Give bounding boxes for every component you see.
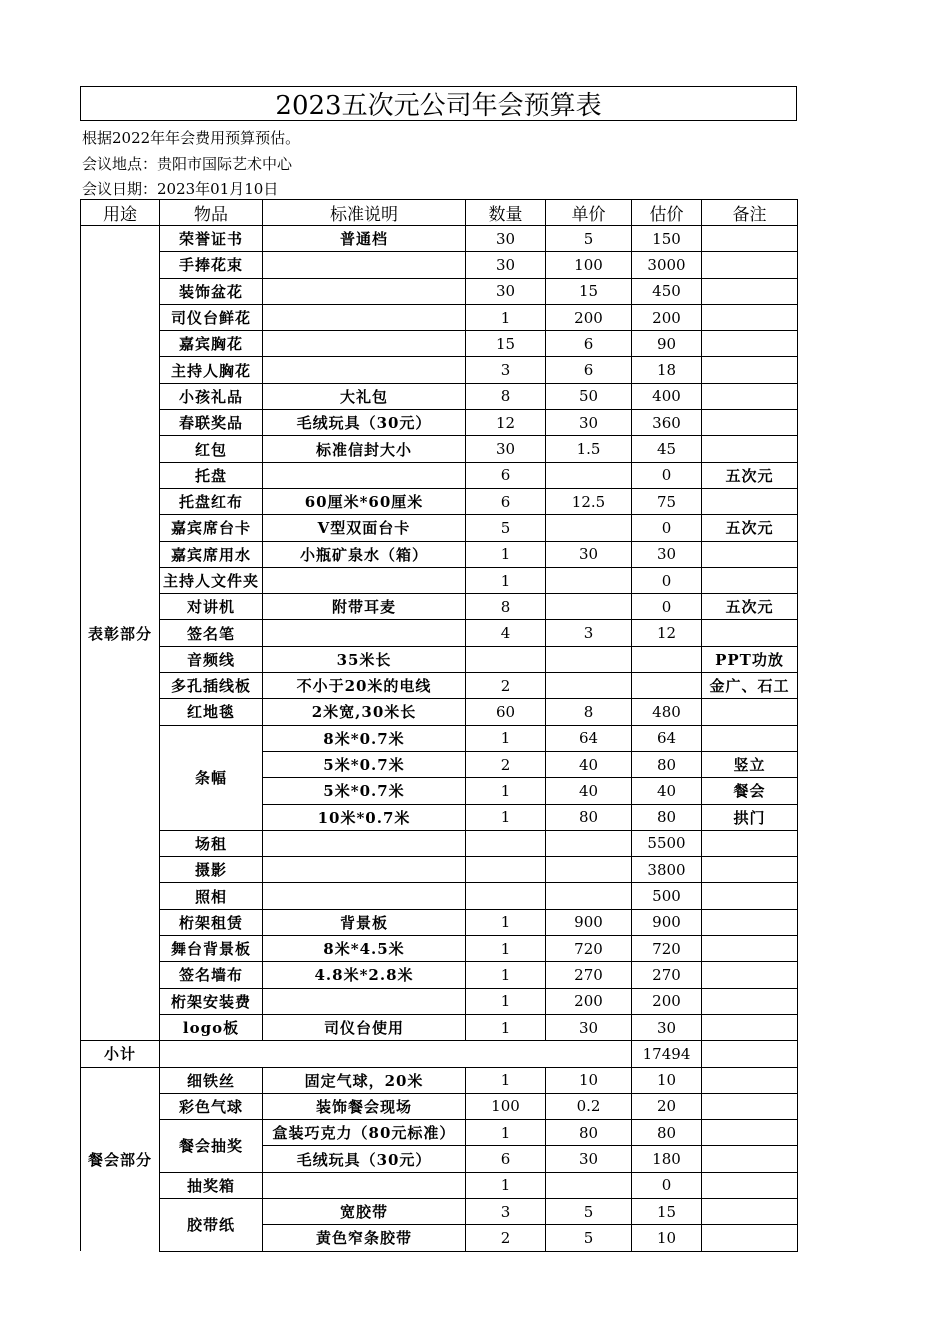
table-row [81, 515, 798, 541]
unit-price-cell: 900 [546, 909, 632, 935]
spec-cell: 标准信封大小 [263, 436, 466, 462]
unit-price-cell: 270 [546, 962, 632, 988]
quantity-cell [466, 857, 546, 883]
estimate-cell: 0 [632, 1172, 702, 1198]
section-usage-cell: 餐会部分 [81, 1067, 160, 1251]
budget-table [80, 199, 798, 1252]
table-row [81, 410, 798, 436]
spec-cell [263, 462, 466, 488]
spec-cell: 宽胶带 [263, 1198, 466, 1224]
spec-cell: 大礼包 [263, 383, 466, 409]
item-cell: 摄影 [160, 857, 263, 883]
quantity-cell: 60 [466, 699, 546, 725]
estimate-cell: 10 [632, 1225, 702, 1251]
spec-cell: 毛绒玩具（30元） [263, 410, 466, 436]
page-title: 2023五次元公司年会预算表 [80, 86, 797, 121]
estimate-cell: 20 [632, 1093, 702, 1119]
estimate-cell: 270 [632, 962, 702, 988]
estimate-cell: 80 [632, 751, 702, 777]
table-row [81, 1014, 798, 1040]
item-cell: 托盘红布 [160, 488, 263, 514]
table-row [81, 620, 798, 646]
item-cell: 签名墙布 [160, 962, 263, 988]
quantity-cell: 1 [466, 778, 546, 804]
unit-price-cell [546, 594, 632, 620]
header-spec: 标准说明 [263, 200, 466, 226]
item-cell: 多孔插线板 [160, 673, 263, 699]
table-row [81, 304, 798, 330]
item-cell: 手捧花束 [160, 252, 263, 278]
spec-cell [263, 252, 466, 278]
unit-price-cell [546, 646, 632, 672]
item-cell: 小孩礼品 [160, 383, 263, 409]
unit-price-cell: 30 [546, 410, 632, 436]
estimate-cell: 200 [632, 304, 702, 330]
spec-cell [263, 278, 466, 304]
estimate-cell [632, 673, 702, 699]
item-cell: 主持人胸花 [160, 357, 263, 383]
item-cell: 餐会抽奖 [160, 1120, 263, 1173]
table-row [81, 1067, 798, 1093]
unit-price-cell: 8 [546, 699, 632, 725]
estimate-cell: 80 [632, 804, 702, 830]
quantity-cell: 3 [466, 357, 546, 383]
unit-price-cell: 80 [546, 804, 632, 830]
item-cell: 托盘 [160, 462, 263, 488]
quantity-cell: 6 [466, 462, 546, 488]
spec-cell: 60厘米*60厘米 [263, 488, 466, 514]
item-cell: 嘉宾席台卡 [160, 515, 263, 541]
item-cell: 桁架租赁 [160, 909, 263, 935]
spec-cell [263, 331, 466, 357]
table-body [81, 226, 798, 1252]
item-cell: 春联奖品 [160, 410, 263, 436]
spec-cell: 盒装巧克力（80元标准） [263, 1120, 466, 1146]
table-row [81, 331, 798, 357]
table-row [81, 909, 798, 935]
remark-cell [702, 1172, 798, 1198]
table-row [81, 436, 798, 462]
item-cell: 嘉宾胸花 [160, 331, 263, 357]
meeting-date: 会议日期：2023年01月10日 [82, 180, 279, 198]
item-cell: 场租 [160, 830, 263, 856]
estimate-cell: 75 [632, 488, 702, 514]
quantity-cell: 100 [466, 1093, 546, 1119]
table-row [81, 541, 798, 567]
subtotal-row [81, 1041, 798, 1067]
unit-price-cell [546, 857, 632, 883]
spec-cell [263, 857, 466, 883]
quantity-cell [466, 646, 546, 672]
quantity-cell [466, 830, 546, 856]
remark-cell: 五次元 [702, 515, 798, 541]
spec-cell [263, 567, 466, 593]
unit-price-cell: 5 [546, 1225, 632, 1251]
header-estimate: 估价 [632, 200, 702, 226]
quantity-cell: 1 [466, 936, 546, 962]
item-cell: 对讲机 [160, 594, 263, 620]
unit-price-cell: 12.5 [546, 488, 632, 514]
unit-price-cell [546, 515, 632, 541]
remark-cell [702, 830, 798, 856]
estimate-cell: 500 [632, 883, 702, 909]
quantity-cell: 30 [466, 226, 546, 252]
remark-cell [702, 541, 798, 567]
table-row [81, 725, 798, 751]
subtotal-blank [160, 1041, 632, 1067]
unit-price-cell: 100 [546, 252, 632, 278]
unit-price-cell: 5 [546, 1198, 632, 1224]
unit-price-cell: 3 [546, 620, 632, 646]
item-cell: 荣誉证书 [160, 226, 263, 252]
quantity-cell: 8 [466, 383, 546, 409]
table-row [81, 988, 798, 1014]
estimate-cell: 90 [632, 331, 702, 357]
remark-cell [702, 936, 798, 962]
remark-cell: PPT功放 [702, 646, 798, 672]
remark-cell [702, 1146, 798, 1172]
spec-cell: 不小于20米的电线 [263, 673, 466, 699]
remark-cell [702, 331, 798, 357]
quantity-cell: 1 [466, 1014, 546, 1040]
spec-cell: 8米*4.5米 [263, 936, 466, 962]
remark-cell [702, 857, 798, 883]
spec-cell: 附带耳麦 [263, 594, 466, 620]
remark-cell [702, 252, 798, 278]
unit-price-cell [546, 830, 632, 856]
quantity-cell: 1 [466, 1067, 546, 1093]
unit-price-cell: 1.5 [546, 436, 632, 462]
remark-cell [702, 1014, 798, 1040]
remark-cell: 餐会 [702, 778, 798, 804]
table-row [81, 226, 798, 252]
remark-cell [702, 567, 798, 593]
remark-cell: 五次元 [702, 462, 798, 488]
remark-cell [702, 988, 798, 1014]
spec-cell: 2米宽,30米长 [263, 699, 466, 725]
remark-cell: 拱门 [702, 804, 798, 830]
meeting-location: 会议地点：贵阳市国际艺术中心 [82, 155, 293, 173]
unit-price-cell [546, 462, 632, 488]
item-cell: 照相 [160, 883, 263, 909]
unit-price-cell: 40 [546, 778, 632, 804]
quantity-cell: 1 [466, 804, 546, 830]
unit-price-cell: 720 [546, 936, 632, 962]
item-cell: 胶带纸 [160, 1198, 263, 1251]
remark-cell [702, 1198, 798, 1224]
remark-cell [702, 488, 798, 514]
unit-price-cell [546, 567, 632, 593]
estimate-cell: 450 [632, 278, 702, 304]
table-row [81, 462, 798, 488]
remark-cell [702, 383, 798, 409]
quantity-cell: 12 [466, 410, 546, 436]
unit-price-cell: 200 [546, 988, 632, 1014]
quantity-cell: 8 [466, 594, 546, 620]
estimate-cell: 80 [632, 1120, 702, 1146]
table-header-row [81, 200, 798, 226]
item-cell: 红地毯 [160, 699, 263, 725]
estimate-cell: 18 [632, 357, 702, 383]
estimate-cell: 3800 [632, 857, 702, 883]
remark-cell [702, 357, 798, 383]
estimate-cell: 720 [632, 936, 702, 962]
table-row [81, 1120, 798, 1146]
spec-cell [263, 1172, 466, 1198]
item-cell: 装饰盆花 [160, 278, 263, 304]
spec-cell: V型双面台卡 [263, 515, 466, 541]
table-row [81, 1172, 798, 1198]
estimate-cell: 360 [632, 410, 702, 436]
table-row [81, 936, 798, 962]
quantity-cell: 1 [466, 541, 546, 567]
remark-cell [702, 699, 798, 725]
estimate-cell: 3000 [632, 252, 702, 278]
spec-cell: 10米*0.7米 [263, 804, 466, 830]
estimate-cell: 40 [632, 778, 702, 804]
quantity-cell: 30 [466, 252, 546, 278]
quantity-cell: 6 [466, 1146, 546, 1172]
unit-price-cell: 50 [546, 383, 632, 409]
subtotal-remark [702, 1041, 798, 1067]
unit-price-cell: 10 [546, 1067, 632, 1093]
item-cell: 红包 [160, 436, 263, 462]
spec-cell: 35米长 [263, 646, 466, 672]
quantity-cell: 2 [466, 751, 546, 777]
remark-cell: 金广、石工 [702, 673, 798, 699]
quantity-cell: 4 [466, 620, 546, 646]
spec-cell: 8米*0.7米 [263, 725, 466, 751]
spec-cell: 普通档 [263, 226, 466, 252]
spec-cell [263, 830, 466, 856]
spec-cell: 5米*0.7米 [263, 751, 466, 777]
unit-price-cell: 6 [546, 331, 632, 357]
header-unit-price: 单价 [546, 200, 632, 226]
estimate-cell: 480 [632, 699, 702, 725]
estimate-cell: 45 [632, 436, 702, 462]
quantity-cell: 1 [466, 304, 546, 330]
item-cell: 音频线 [160, 646, 263, 672]
item-cell: 舞台背景板 [160, 936, 263, 962]
item-cell: 桁架安装费 [160, 988, 263, 1014]
section-usage-cell: 表彰部分 [81, 226, 160, 1041]
remark-cell [702, 226, 798, 252]
table-row [81, 830, 798, 856]
spec-cell [263, 620, 466, 646]
header-item: 物品 [160, 200, 263, 226]
spec-cell: 4.8米*2.8米 [263, 962, 466, 988]
subtotal-label: 小计 [81, 1041, 160, 1067]
quantity-cell: 1 [466, 1172, 546, 1198]
item-cell: 司仪台鲜花 [160, 304, 263, 330]
spec-cell [263, 883, 466, 909]
quantity-cell [466, 883, 546, 909]
spec-cell [263, 357, 466, 383]
quantity-cell: 30 [466, 278, 546, 304]
estimate-cell: 5500 [632, 830, 702, 856]
unit-price-cell [546, 1172, 632, 1198]
table-row [81, 383, 798, 409]
spec-cell: 装饰餐会现场 [263, 1093, 466, 1119]
quantity-cell: 5 [466, 515, 546, 541]
remark-cell [702, 909, 798, 935]
unit-price-cell: 5 [546, 226, 632, 252]
table-row [81, 673, 798, 699]
unit-price-cell [546, 673, 632, 699]
unit-price-cell: 40 [546, 751, 632, 777]
remark-cell [702, 436, 798, 462]
spec-cell: 毛绒玩具（30元） [263, 1146, 466, 1172]
unit-price-cell: 200 [546, 304, 632, 330]
remark-cell: 竖立 [702, 751, 798, 777]
quantity-cell: 6 [466, 488, 546, 514]
remark-cell: 五次元 [702, 594, 798, 620]
remark-cell [702, 1067, 798, 1093]
remark-cell [702, 410, 798, 436]
quantity-cell: 30 [466, 436, 546, 462]
spec-cell: 固定气球，20米 [263, 1067, 466, 1093]
remark-cell [702, 883, 798, 909]
estimate-cell: 900 [632, 909, 702, 935]
table-row [81, 883, 798, 909]
estimate-cell: 0 [632, 462, 702, 488]
estimate-cell: 30 [632, 1014, 702, 1040]
table-row [81, 699, 798, 725]
quantity-cell: 1 [466, 725, 546, 751]
estimate-cell: 180 [632, 1146, 702, 1172]
estimate-cell [632, 646, 702, 672]
table-row [81, 962, 798, 988]
remark-cell [702, 304, 798, 330]
estimate-cell: 0 [632, 594, 702, 620]
table-row [81, 1093, 798, 1119]
table-row [81, 594, 798, 620]
item-cell: 抽奖箱 [160, 1172, 263, 1198]
item-cell: 条幅 [160, 725, 263, 830]
unit-price-cell: 30 [546, 1014, 632, 1040]
subtotal-value: 17494 [632, 1041, 702, 1067]
estimate-cell: 0 [632, 567, 702, 593]
table-row [81, 252, 798, 278]
table-row [81, 567, 798, 593]
spec-cell: 小瓶矿泉水（箱） [263, 541, 466, 567]
table-row [81, 278, 798, 304]
basis-note: 根据2022年年会费用预算预估。 [82, 129, 301, 147]
spec-cell [263, 304, 466, 330]
unit-price-cell: 30 [546, 1146, 632, 1172]
unit-price-cell: 30 [546, 541, 632, 567]
estimate-cell: 0 [632, 515, 702, 541]
quantity-cell: 1 [466, 567, 546, 593]
table-row [81, 646, 798, 672]
quantity-cell: 1 [466, 962, 546, 988]
spec-cell [263, 988, 466, 1014]
estimate-cell: 15 [632, 1198, 702, 1224]
table-row [81, 857, 798, 883]
remark-cell [702, 725, 798, 751]
spec-cell: 5米*0.7米 [263, 778, 466, 804]
estimate-cell: 10 [632, 1067, 702, 1093]
table-row [81, 488, 798, 514]
estimate-cell: 12 [632, 620, 702, 646]
remark-cell [702, 1225, 798, 1251]
item-cell: 主持人文件夹 [160, 567, 263, 593]
estimate-cell: 64 [632, 725, 702, 751]
item-cell: 签名笔 [160, 620, 263, 646]
unit-price-cell [546, 883, 632, 909]
header-remark: 备注 [702, 200, 798, 226]
header-usage: 用途 [81, 200, 160, 226]
quantity-cell: 1 [466, 1120, 546, 1146]
remark-cell [702, 1093, 798, 1119]
quantity-cell: 2 [466, 673, 546, 699]
quantity-cell: 1 [466, 988, 546, 1014]
estimate-cell: 150 [632, 226, 702, 252]
unit-price-cell: 80 [546, 1120, 632, 1146]
estimate-cell: 30 [632, 541, 702, 567]
unit-price-cell: 0.2 [546, 1093, 632, 1119]
unit-price-cell: 15 [546, 278, 632, 304]
spec-cell: 黄色窄条胶带 [263, 1225, 466, 1251]
table-row [81, 357, 798, 383]
quantity-cell: 2 [466, 1225, 546, 1251]
header-quantity: 数量 [466, 200, 546, 226]
estimate-cell: 400 [632, 383, 702, 409]
spec-cell: 司仪台使用 [263, 1014, 466, 1040]
unit-price-cell: 64 [546, 725, 632, 751]
item-cell: logo板 [160, 1014, 263, 1040]
table-row [81, 1198, 798, 1224]
item-cell: 细铁丝 [160, 1067, 263, 1093]
spec-cell: 背景板 [263, 909, 466, 935]
estimate-cell: 200 [632, 988, 702, 1014]
remark-cell [702, 1120, 798, 1146]
remark-cell [702, 962, 798, 988]
quantity-cell: 3 [466, 1198, 546, 1224]
quantity-cell: 15 [466, 331, 546, 357]
remark-cell [702, 620, 798, 646]
unit-price-cell: 6 [546, 357, 632, 383]
remark-cell [702, 278, 798, 304]
item-cell: 嘉宾席用水 [160, 541, 263, 567]
quantity-cell: 1 [466, 909, 546, 935]
item-cell: 彩色气球 [160, 1093, 263, 1119]
